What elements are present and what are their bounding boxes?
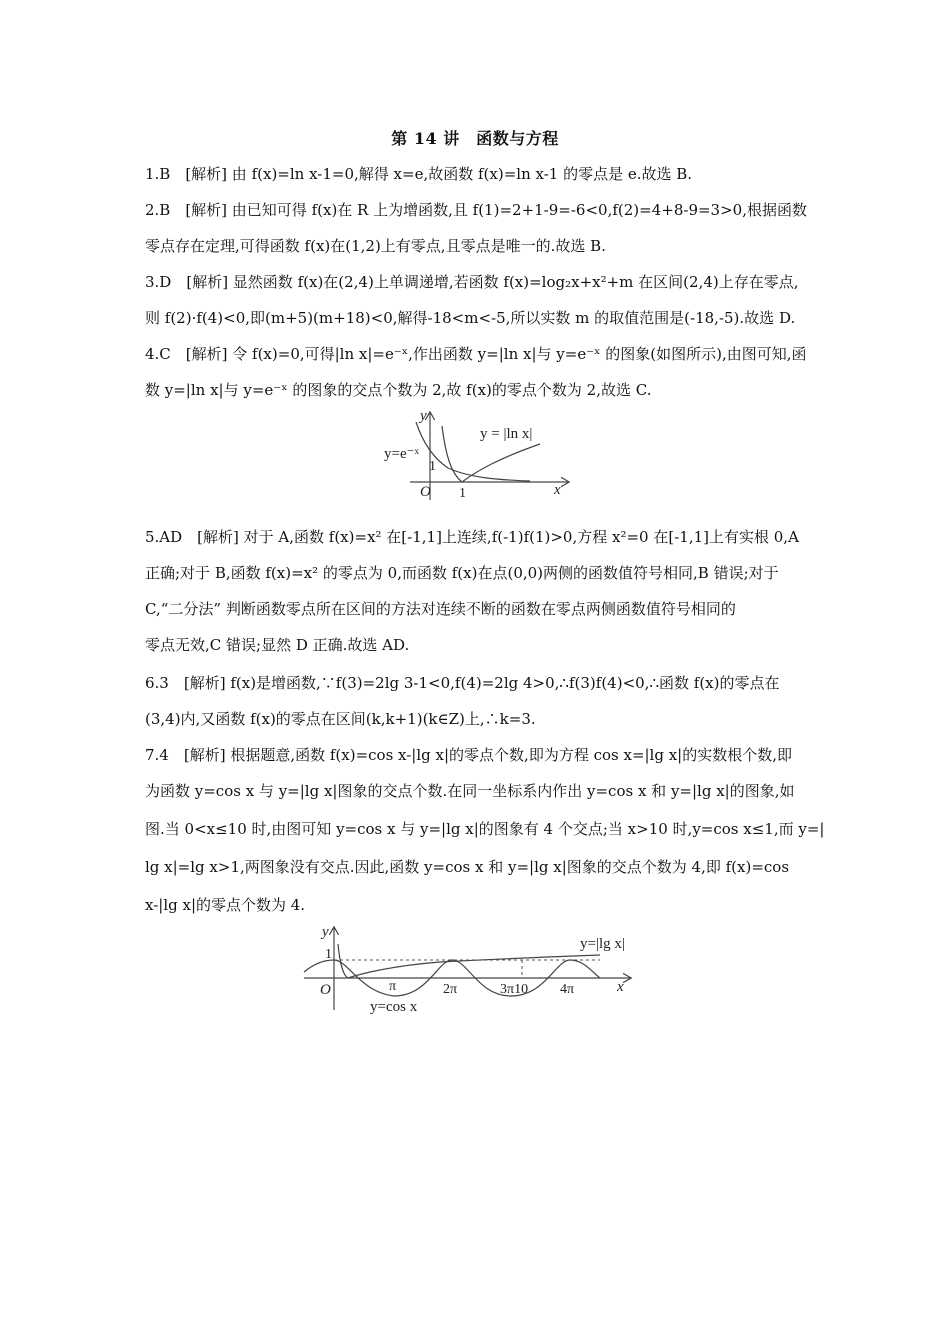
page-title: 第 14 讲 函数与方程 bbox=[391, 129, 559, 148]
answer-7-line-1: 7.4 [解析] 根据题意,函数 f(x)=cos x-|lg x|的零点个数,即为方程 cos x=|lg x|的实数根个数,即 bbox=[145, 746, 793, 764]
y-axis-label: y bbox=[420, 408, 427, 424]
lg-curve-label: y=|lg x| bbox=[580, 936, 625, 952]
y-axis-label: y bbox=[322, 924, 329, 940]
figure-ln-exp bbox=[380, 408, 580, 503]
ln-curve-label: y = |ln x| bbox=[480, 426, 533, 442]
answer-4-line-2: 数 y=|ln x|与 y=e⁻ˣ 的图象的交点个数为 2,故 f(x)的零点个数为 2,故选 C. bbox=[145, 381, 652, 399]
x-one-label: 1 bbox=[459, 486, 466, 501]
answer-6-line-2: (3,4)内,又函数 f(x)的零点在区间(k,k+1)(k∈Z)上,∴k=3. bbox=[145, 710, 536, 728]
x-axis-label: x bbox=[554, 482, 561, 498]
y-one-label: 1 bbox=[429, 459, 436, 474]
answer-2-line-2: 零点存在定理,可得函数 f(x)在(1,2)上有零点,且零点是唯一的.故选 B. bbox=[145, 237, 606, 255]
pi-tick-label: π bbox=[389, 979, 397, 994]
answer-7-line-2: 为函数 y=cos x 与 y=|lg x|图象的交点个数.在同一坐标系内作出 y=cos x 和 y=|lg x|的图象,如 bbox=[145, 782, 795, 800]
two-pi-tick-label: 2π bbox=[443, 982, 458, 997]
origin-label: O bbox=[320, 982, 331, 998]
answer-6-line-1: 6.3 [解析] f(x)是增函数,∵f(3)=2lg 3-1<0,f(4)=2lg 4>0,∴f(3)f(4)<0,∴函数 f(x)的零点在 bbox=[145, 674, 780, 692]
answer-5-line-3: C,“二分法” 判断函数零点所在区间的方法对连续不断的函数在零点两侧函数值符号相同的 bbox=[145, 600, 736, 618]
y-one-label: 1 bbox=[325, 947, 332, 962]
x-axis-label: x bbox=[617, 979, 624, 995]
cos-curve-label: y=cos x bbox=[370, 999, 418, 1015]
answer-2-line-1: 2.B [解析] 由已知可得 f(x)在 R 上为增函数,且 f(1)=2+1-9=-6<0,f(2)=4+8-9=3>0,根据函数 bbox=[145, 201, 807, 219]
answer-5-line-4: 零点无效,C 错误;显然 D 正确.故选 AD. bbox=[145, 636, 410, 654]
four-pi-tick-label: 4π bbox=[560, 982, 575, 997]
answer-7-line-4: lg x|=lg x>1,两图象没有交点.因此,函数 y=cos x 和 y=|lg x|图象的交点个数为 4,即 f(x)=cos bbox=[145, 858, 790, 876]
answer-7-line-5: x-|lg x|的零点个数为 4. bbox=[145, 896, 306, 914]
answer-7-line-3: 图.当 0<x≤10 时,由图可知 y=cos x 与 y=|lg x|的图象有 4 个交点;当 x>10 时,y=cos x≤1,而 y=| bbox=[145, 820, 825, 838]
answer-5-line-1: 5.AD [解析] 对于 A,函数 f(x)=x² 在[-1,1]上连续,f(-1)f(1)>0,方程 x²=0 在[-1,1]上有实根 0,A bbox=[145, 528, 799, 546]
answer-3-line-2: 则 f(2)·f(4)<0,即(m+5)(m+18)<0,解得-18<m<-5,所以实数 m 的取值范围是(-18,-5).故选 D. bbox=[145, 309, 796, 327]
origin-label: O bbox=[420, 484, 431, 500]
answer-1-line-1: 1.B [解析] 由 f(x)=ln x-1=0,解得 x=e,故函数 f(x)=ln x-1 的零点是 e.故选 B. bbox=[145, 165, 693, 183]
lg-curve bbox=[338, 944, 600, 978]
answer-5-line-2: 正确;对于 B,函数 f(x)=x² 的零点为 0,而函数 f(x)在点(0,0)两侧的函数值符号相同,B 错误;对于 bbox=[145, 564, 779, 582]
answer-4-line-1: 4.C [解析] 令 f(x)=0,可得|ln x|=e⁻ˣ,作出函数 y=|ln x|与 y=e⁻ˣ 的图象(如图所示),由图可知,函 bbox=[145, 345, 807, 363]
answer-3-line-1: 3.D [解析] 显然函数 f(x)在(2,4)上单调递增,若函数 f(x)=log₂x+x²+m 在区间(2,4)上存在零点, bbox=[145, 273, 799, 291]
figure-cos-lg bbox=[300, 922, 645, 1022]
three-pi-ten-tick-label: 3π10 bbox=[500, 982, 529, 997]
exp-curve-label: y=e⁻ˣ bbox=[384, 446, 419, 462]
